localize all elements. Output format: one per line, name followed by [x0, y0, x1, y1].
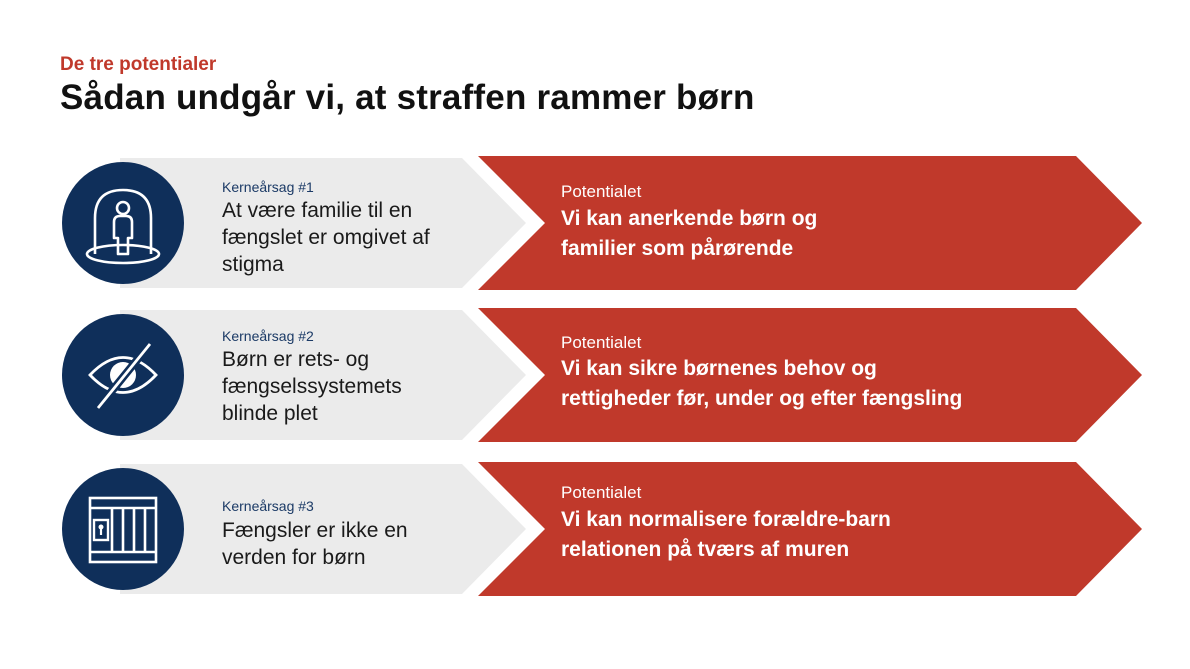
cause-label: Kerneårsag #2: [222, 328, 314, 344]
page-title: Sådan undgår vi, at straffen rammer børn: [60, 78, 755, 117]
cause-label: Kerneårsag #3: [222, 498, 314, 514]
potential-label: Potentialet: [561, 333, 642, 352]
icon-circle: [62, 468, 184, 590]
cause-text: Fængsler er ikke en verden for børn: [222, 519, 408, 569]
crossed-eye-icon: [62, 314, 184, 436]
potential-text: Vi kan sikre børnenes behov og rettigheder før, under og efter fængsling: [561, 357, 963, 410]
icon-circle: [62, 314, 184, 436]
potential-label: Potentialet: [561, 182, 642, 201]
row-1: [0, 154, 1190, 292]
cause-text: At være familie til en fængslet er omgivet af stigma: [222, 199, 430, 276]
row-2: [0, 306, 1190, 444]
row-3: [0, 460, 1190, 598]
kicker: De tre potentialer: [60, 54, 217, 75]
cause-text: Børn er rets- og fængselssystemets blinde plet: [222, 348, 402, 425]
person-in-bell-jar-icon: [62, 162, 184, 284]
potential-label: Potentialet: [561, 483, 642, 502]
potential-text: Vi kan normalisere forældre-barn relationen på tværs af muren: [561, 508, 891, 561]
icon-circle: [62, 162, 184, 284]
potential-text: Vi kan anerkende børn og familier som pårørende: [561, 207, 818, 260]
cause-label: Kerneårsag #1: [222, 179, 314, 195]
prison-door-icon: [62, 468, 184, 590]
